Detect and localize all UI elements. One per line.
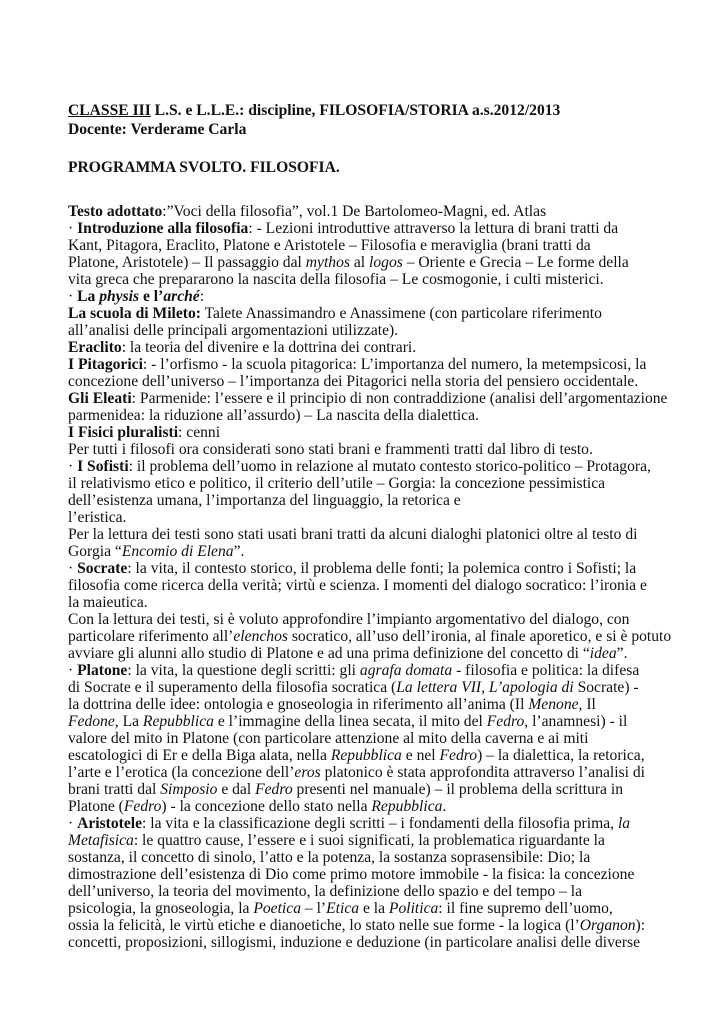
text-segment: ·: [68, 458, 78, 475]
text-line: [68, 254, 708, 271]
text-segment: : cenni: [178, 424, 221, 441]
text-segment: all’analisi delle principali argomentazioni utilizzate).: [68, 322, 399, 339]
text-line: [68, 475, 708, 492]
text-segment: dell’esistenza umana, l’importanza del linguaggio, la retorica e: [68, 492, 461, 509]
text-segment: :: [199, 288, 205, 305]
text-segment: Fedro: [123, 798, 162, 815]
class-heading: [68, 101, 708, 120]
text-line: [68, 628, 708, 645]
text-segment: parmenidea: la riduzione all’assurdo) – La nascita della dialettica.: [68, 407, 479, 424]
text-segment: Encomio di Elena: [121, 543, 234, 560]
text-line: [68, 713, 708, 730]
text-segment: ·: [68, 815, 78, 832]
text-segment: Organon: [579, 917, 636, 934]
text-segment: al: [349, 254, 370, 271]
text-segment: Socrate: [77, 560, 128, 577]
text-segment: Repubblica: [142, 713, 214, 730]
text-segment: Platone (: [68, 798, 124, 815]
text-line: [68, 764, 708, 781]
text-segment: Platone, Aristotele) – Il passaggio dal: [68, 254, 306, 271]
teacher-line: Docente: Verderame Carla: [68, 121, 247, 138]
text-line: [68, 356, 708, 373]
text-line: [68, 492, 708, 509]
text-segment: I Sofisti: [77, 458, 129, 475]
text-line: [68, 900, 708, 917]
text-segment: ”.: [616, 645, 628, 662]
text-segment: arché: [163, 288, 200, 305]
text-segment: Poetica: [253, 900, 301, 917]
text-segment: socratico, all’uso dell’ironia, al finale aporetico, e si è potuto: [287, 628, 672, 645]
text-segment: brani tratti dal: [68, 781, 161, 798]
text-segment: La lettera VII, L’apologia di: [396, 679, 574, 696]
text-line: [68, 832, 708, 849]
text-line: [68, 390, 708, 407]
text-segment: dell’universo, la teoria del movimento, la definizione dello spazio e del tempo – la: [68, 883, 582, 900]
text-segment: ):: [635, 917, 646, 934]
text-line: [68, 662, 708, 679]
text-segment: .: [442, 798, 447, 815]
text-segment: e l’: [139, 288, 164, 305]
text-line: [68, 458, 708, 475]
text-segment: : le quattro cause, l’essere e i suoi significati, la problematica riguardante la: [133, 832, 605, 849]
text-line: [68, 679, 708, 696]
text-line: [68, 237, 708, 254]
text-line: [68, 934, 708, 951]
text-segment: ”.: [233, 543, 245, 560]
text-segment: Repubblica: [330, 747, 402, 764]
text-line: [68, 747, 708, 764]
text-segment: Fedro: [255, 781, 293, 798]
text-line: [68, 424, 708, 441]
text-segment: escatologici di Er e della Biga alata, nella: [68, 747, 331, 764]
text-segment: : - Lezioni introduttive attraverso la lettura di brani tratti da: [248, 220, 619, 237]
text-segment: I Pitagorici: [68, 356, 143, 373]
program-body: [68, 203, 708, 951]
text-segment: ·: [68, 662, 78, 679]
text-segment: Gli Eleati: [68, 390, 132, 407]
text-line: [68, 815, 708, 832]
text-segment: logos: [369, 254, 403, 271]
text-line: [68, 322, 708, 339]
text-line: [68, 696, 708, 713]
text-segment: I Fisici pluralisti: [68, 424, 179, 441]
text-segment: eros: [294, 764, 321, 781]
text-segment: : la vita, il contesto storico, il problema delle fonti; la polemica contro i Sofisti; la: [127, 560, 637, 577]
text-segment: La: [77, 288, 100, 305]
text-segment: Kant, Pitagora, Eraclito, Platone e Aristotele – Filosofia e meraviglia (brani tratti da: [68, 237, 591, 254]
text-segment: – l’: [301, 900, 327, 917]
text-line: [68, 339, 708, 356]
text-segment: filosofia come ricerca della verità; virtù e scienza. I momenti del dialogo socratico: l’ironia e: [68, 577, 647, 594]
text-segment: Aristotele: [77, 815, 143, 832]
text-segment: physis: [99, 288, 140, 305]
text-line: [68, 883, 708, 900]
text-segment: ·: [68, 560, 78, 577]
text-line: [68, 849, 708, 866]
text-segment: Politica: [388, 900, 439, 917]
text-segment: mythos: [305, 254, 350, 271]
text-line: [68, 917, 708, 934]
text-segment: valore del mito in Platone (con particolare attenzione al mito della caverna e ai miti: [68, 730, 589, 747]
text-segment: : la vita e la classificazione degli scritti – i fondamenti della filosofia prima,: [142, 815, 618, 832]
text-segment: Platone: [77, 662, 128, 679]
text-segment: ) - la concezione dello stato nella: [161, 798, 372, 815]
text-segment: concezione dell’universo – l’importanza dei Pitagorici nella storia del pensiero occidentale.: [68, 373, 639, 390]
text-segment: Fedro: [439, 747, 478, 764]
text-line: [68, 441, 708, 458]
text-segment: elenchos: [233, 628, 288, 645]
text-segment: Con la lettura dei testi, si è voluto approfondire l’impianto argomentativo del dialogo, con: [68, 611, 630, 628]
class-label: CLASSE III: [68, 102, 151, 119]
text-segment: , l’anamnesi) - il: [524, 713, 628, 730]
text-line: [68, 288, 708, 305]
text-segment: avviare gli alunni allo studio di Platone e ad una prima definizione del concetto di “: [68, 645, 590, 662]
text-segment: presenti nel manuale) – il problema della scrittura in: [292, 781, 624, 798]
text-segment: di Socrate e il superamento della filosofia socratica (: [68, 679, 397, 696]
text-segment: Repubblica: [371, 798, 443, 815]
text-segment: Per la lettura dei testi sono stati usati brani tratti da alcuni dialoghi platonici oltre al testo di: [68, 526, 638, 543]
text-line: [68, 781, 708, 798]
text-segment: : la teoria del divenire e la dottrina dei contrari.: [121, 339, 417, 356]
text-segment: Metafisica: [68, 832, 134, 849]
text-line: [68, 645, 708, 662]
text-segment: ossia la felicità, le virtù etiche e dianoetiche, lo stato nelle sue forme - la logica (l’: [68, 917, 580, 934]
text-segment: dimostrazione dell’esistenza di Dio come primo motore immobile - la fisica: la concezione: [68, 866, 635, 883]
text-segment: e nel: [401, 747, 440, 764]
text-segment: : Parmenide: l’essere e il principio di non contraddizione (analisi dell’argomentazione: [131, 390, 668, 407]
text-line: [68, 866, 708, 883]
text-segment: la: [617, 815, 631, 832]
text-segment: psicologia, la gnoseologia, la: [68, 900, 254, 917]
text-segment: Testo adottato: [68, 203, 163, 220]
text-line: [68, 577, 708, 594]
text-segment: concetti, proposizioni, sillogismi, induzione e deduzione (in particolare analisi delle diverse: [68, 934, 641, 951]
text-segment: l’eristica.: [68, 509, 127, 526]
text-segment: il relativismo etico e politico, il criterio dell’utile – Gorgia: la concezione pessimistica: [68, 475, 606, 492]
class-details: L.S. e L.L.E.: discipline, FILOSOFIA/STORIA a.s.2012/2013: [150, 102, 561, 119]
text-segment: Introduzione alla filosofia: [77, 220, 249, 237]
text-segment: idea: [589, 645, 617, 662]
text-segment: e la: [359, 900, 389, 917]
text-segment: La: [118, 713, 143, 730]
text-line: [68, 798, 708, 815]
text-segment: Simposio: [160, 781, 218, 798]
text-segment: ·: [68, 288, 78, 305]
program-title: PROGRAMMA SVOLTO. FILOSOFIA.: [68, 159, 340, 176]
text-line: [68, 594, 708, 611]
text-segment: Fedone,: [68, 713, 119, 730]
text-segment: Fedro: [486, 713, 525, 730]
text-segment: La scuola di Mileto:: [68, 305, 201, 322]
text-segment: platonico è stata approfondita attraverso l’analisi di: [320, 764, 646, 781]
text-segment: : il fine supremo dell’uomo,: [438, 900, 613, 917]
text-line: [68, 543, 708, 560]
text-line: [68, 560, 708, 577]
document-page: [68, 101, 708, 951]
text-segment: la dottrina delle idee: ontologia e gnoseologia in riferimento all’anima (Il: [68, 696, 529, 713]
text-line: [68, 730, 708, 747]
text-line: [68, 509, 708, 526]
text-segment: :”Voci della filosofia”, vol.1 De Bartolomeo-Magni, ed. Atlas: [162, 203, 547, 220]
text-segment: l’arte e l’erotica (la concezione dell’: [68, 764, 295, 781]
text-segment: agrafa domata: [359, 662, 453, 679]
text-line: [68, 271, 708, 288]
text-segment: : il problema dell’uomo in relazione al mutato contesto storico-politico – Protagora,: [128, 458, 651, 475]
text-line: [68, 305, 708, 322]
text-segment: – Oriente e Grecia – Le forme della: [402, 254, 629, 271]
text-segment: vita greca che prepararono la nascita della filosofia – Le cosmogonie, i culti misterici.: [68, 271, 604, 288]
text-segment: la maieutica.: [68, 594, 148, 611]
text-segment: Talete Anassimandro e Anassimene (con particolare riferimento: [200, 305, 602, 322]
text-segment: ) – la dialettica, la retorica,: [477, 747, 645, 764]
text-segment: particolare riferimento all’: [68, 628, 234, 645]
text-segment: : - l’orfismo - la scuola pitagorica: L’importanza del numero, la metempsicosi, la: [142, 356, 647, 373]
text-segment: Menone,: [528, 696, 583, 713]
text-segment: Eraclito: [68, 339, 122, 356]
text-line: [68, 611, 708, 628]
text-segment: e dal: [217, 781, 256, 798]
text-line: [68, 526, 708, 543]
text-line: [68, 373, 708, 390]
text-segment: - filosofia e politica: la difesa: [452, 662, 640, 679]
text-line: [68, 220, 708, 237]
text-line: [68, 407, 708, 424]
text-segment: ·: [68, 220, 78, 237]
text-segment: : la vita, la questione degli scritti: gli: [127, 662, 360, 679]
text-segment: Etica: [326, 900, 360, 917]
text-segment: e l’immagine della linea secata, il mito del: [213, 713, 487, 730]
text-segment: Gorgia “: [68, 543, 122, 560]
text-segment: sostanza, il concetto di sinolo, l’atto e la potenza, la sostanza soprasensibile: Dio; la: [68, 849, 591, 866]
text-line: [68, 203, 708, 220]
text-segment: Per tutti i filosofi ora considerati sono stati brani e frammenti tratti dal libro di testo.: [68, 441, 593, 458]
text-segment: Il: [582, 696, 596, 713]
text-segment: Socrate) -: [573, 679, 639, 696]
